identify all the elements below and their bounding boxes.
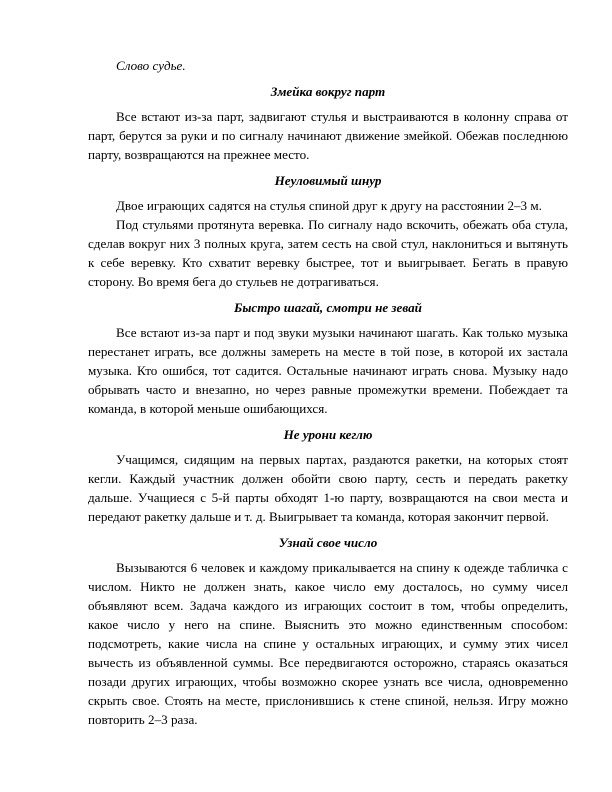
document-body bbox=[88, 56, 568, 736]
intro-line: Слово судье. bbox=[116, 58, 186, 73]
section-paragraph: Под стульями протянута веревка. По сигналу надо вскочить, обежать оба стула, сделав вокруг них 3 полных круга, затем сесть на свой стул, наклониться и вытянуть к себе веревку. Кто схватит веревку быстрее, тот и выигрывает. Бегать в правую сторону. Во время бега до стульев не дотрагиваться. bbox=[88, 217, 568, 289]
section-paragraph: Двое играющих садятся на стулья спиной друг к другу на расстоянии 2–3 м. bbox=[116, 198, 542, 213]
section-title: Узнай свое число bbox=[278, 535, 378, 550]
section-paragraph: Вызываются 6 человек и каждому прикалывается на спину к одежде табличка с числом. Никто не должен знать, какое число ему досталось, но сумму чисел объявляют всем. Задача каждого из играющих состоит в том, чтобы определить, какое число у него на спине. Выяснить это можно единственным способом: подсмотреть, какие числа на спине у остальных играющих, и сумму этих чисел вычесть из объявленной суммы. Все передвигаются осторожно, стараясь оказаться позади других играющих, чтобы возможно скорее узнать все числа, одновременно скрыть свое. Стоять на месте, прислонившись к стене спиной, нельзя. Игру можно повторить 2–3 раза. bbox=[88, 560, 568, 727]
section-paragraph: Учащимся, сидящим на первых партах, раздаются ракетки, на которых стоят кегли. Каждый участник должен обойти свою парту, сесть и передать ракетку дальше. Учащиеся с 5-й парты обходят 1-ю парту, возвращаются на свои места и передают ракетку дальше и т. д. Выигрывает та команда, которая закончит первой. bbox=[88, 452, 568, 524]
section-uznay-svoe-chislo bbox=[88, 533, 568, 729]
section-title: Неуловимый шнур bbox=[274, 173, 382, 188]
section-paragraph: Все встают из-за парт, задвигают стулья и выстраиваются в колонну справа от парт, берутся за руки и по сигналу начинают движение змейкой. Обежав последнюю парту, возвращаются на прежнее место. bbox=[88, 109, 568, 162]
section-title: Не урони кеглю bbox=[283, 427, 373, 442]
section-paragraph: Все встают из-за парт и под звуки музыки начинают шагать. Как только музыка перестанет играть, все должны замереть на месте в той позе, в которой их застала музыка. Кто ошибся, тот садится. Остальные начинают играть снова. Музыку надо обрывать часто и внезапно, но через равные промежутки времени. Побеждает та команда, в которой меньше ошибающихся. bbox=[88, 325, 568, 416]
section-neulovimyy-shnur bbox=[88, 171, 568, 291]
section-ne-uroni-keglyu bbox=[88, 425, 568, 526]
section-zmeyka bbox=[88, 82, 568, 164]
section-title: Змейка вокруг парт bbox=[270, 84, 386, 99]
section-title: Быстро шагай, смотри не зевай bbox=[234, 300, 422, 315]
section-bystro-shagay bbox=[88, 298, 568, 418]
